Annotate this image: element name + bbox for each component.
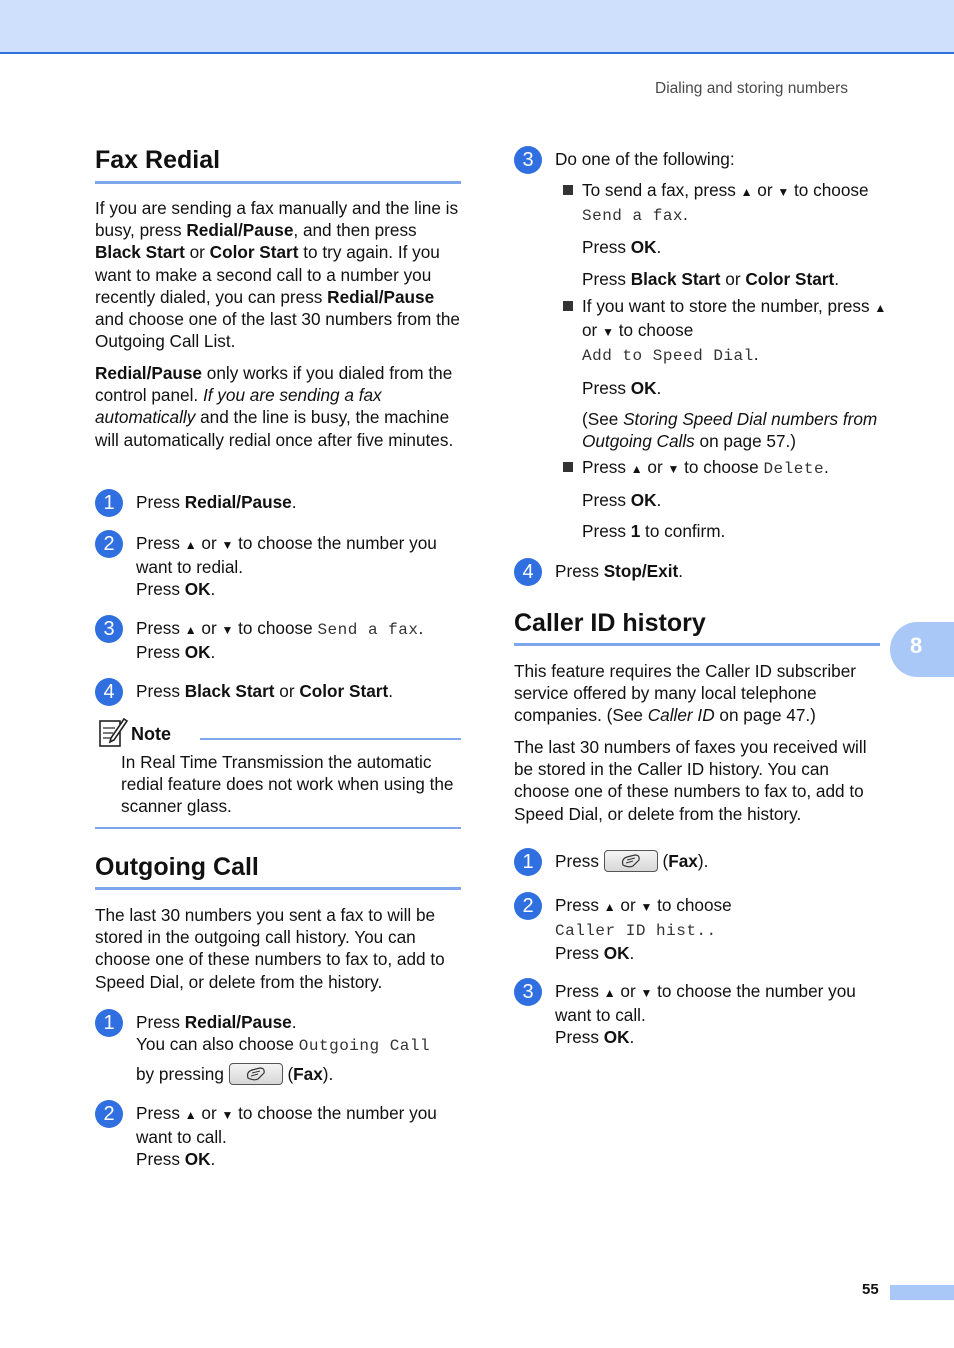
step-number: 4 (514, 558, 542, 586)
step-text: Press Redial/Pause. You can also choose Outgoing Call by pressing (Fax). (136, 1012, 431, 1085)
bullet-text: Press ▲ or ▼ to choose Delete. Press OK. Press 1 to confirm. (582, 457, 829, 542)
caller-id-paragraph-2: The last 30 numbers of faxes you received will be stored in the Caller ID history. You can choose one of these numbers to fax to, add to Speed Dial, or delete from the history. (514, 737, 867, 824)
chapter-tab: 8 (890, 622, 954, 677)
bullet-text: To send a fax, press ▲ or ▼ to choose Send a fax. Press OK. Press Black Start or Color Start. (582, 180, 869, 289)
note-top-rule (200, 738, 461, 740)
step-text: Press ▲ or ▼ to choose Caller ID hist.. Press OK. (555, 895, 732, 964)
step-text: Press Redial/Pause. (136, 492, 297, 512)
up-arrow-icon: ▲ (184, 623, 197, 637)
fax-redial-paragraph-1: If you are sending a fax manually and the line is busy, press Redial/Pause, and then press Black Start or Color Start to try again. If you want to make a second call to a number you recently dialed, you can press Redial/Pause and choose one of the last 30 numbers from the Outgoing Call List. (95, 198, 460, 352)
running-head: Dialing and storing numbers (655, 80, 848, 97)
down-arrow-icon: ▼ (777, 185, 790, 199)
step-text: Press ▲ or ▼ to choose the number you want to call. Press OK. (136, 1103, 437, 1170)
step-number: 2 (95, 530, 123, 558)
page-number-bar (890, 1285, 954, 1300)
step-number: 3 (514, 978, 542, 1006)
fax-key-icon (604, 850, 658, 872)
note-label: Note (131, 724, 171, 744)
fax-key-icon (229, 1063, 283, 1085)
top-band (0, 0, 954, 54)
step-text: Do one of the following: (555, 149, 735, 169)
down-arrow-icon: ▼ (221, 1108, 234, 1122)
up-arrow-icon: ▲ (630, 462, 643, 476)
bullet-text: If you want to store the number, press ▲ or ▼ to choose Add to Speed Dial. Press OK. (See Storing Speed Dial numbers from Outgoing Calls on page 57.) (582, 296, 887, 452)
down-arrow-icon: ▼ (640, 900, 653, 914)
step-text: Press Stop/Exit. (555, 561, 683, 581)
section-title-fax-redial: Fax Redial (95, 146, 221, 174)
step-text: Press (Fax). (555, 851, 709, 871)
step-number: 2 (95, 1100, 123, 1128)
step-number: 3 (514, 146, 542, 174)
page-number: 55 (862, 1281, 879, 1298)
down-arrow-icon: ▼ (602, 325, 614, 340)
up-arrow-icon: ▲ (184, 538, 197, 552)
section-rule (514, 643, 880, 646)
step-number: 1 (95, 1009, 123, 1037)
down-arrow-icon: ▼ (640, 986, 653, 1000)
section-title-caller-id: Caller ID history (514, 609, 706, 637)
step-text: Press Black Start or Color Start. (136, 681, 393, 701)
note-bottom-rule (95, 827, 461, 829)
bullet-square-icon (563, 185, 573, 195)
section-title-outgoing-call: Outgoing Call (95, 853, 259, 881)
note-pencil-icon (98, 716, 128, 748)
down-arrow-icon: ▼ (667, 462, 680, 476)
bullet-square-icon (563, 462, 573, 472)
step-text: Press ▲ or ▼ to choose Send a fax. Press OK. (136, 618, 424, 663)
outgoing-call-paragraph: The last 30 numbers you sent a fax to will be stored in the outgoing call history. You can choose one of these numbers to fax to, add to Speed Dial, or delete from the history. (95, 905, 445, 992)
up-arrow-icon: ▲ (740, 185, 753, 199)
step-number: 3 (95, 615, 123, 643)
fax-redial-paragraph-2: Redial/Pause only works if you dialed from the control panel. If you are sending a fax automatically and the line is busy, the machine will automatically redial once after five minutes. (95, 363, 454, 450)
down-arrow-icon: ▼ (221, 538, 234, 552)
note-text: In Real Time Transmission the automatic redial feature does not work when using the scanner glass. (121, 752, 454, 817)
caller-id-paragraph-1: This feature requires the Caller ID subscriber service offered by many local telephone companies. (See Caller ID on page 47.) (514, 661, 856, 726)
section-rule (95, 887, 461, 890)
down-arrow-icon: ▼ (221, 623, 234, 637)
up-arrow-icon: ▲ (184, 1108, 197, 1122)
step-text: Press ▲ or ▼ to choose the number you want to redial. Press OK. (136, 533, 437, 600)
up-arrow-icon: ▲ (874, 301, 887, 315)
step-number: 1 (514, 848, 542, 876)
up-arrow-icon: ▲ (603, 900, 616, 914)
step-number: 4 (95, 678, 123, 706)
up-arrow-icon: ▲ (603, 986, 616, 1000)
step-text: Press ▲ or ▼ to choose the number you want to call. Press OK. (555, 981, 856, 1048)
step-number: 2 (514, 892, 542, 920)
section-rule (95, 181, 461, 184)
step-number: 1 (95, 489, 123, 517)
bullet-square-icon (563, 301, 573, 311)
